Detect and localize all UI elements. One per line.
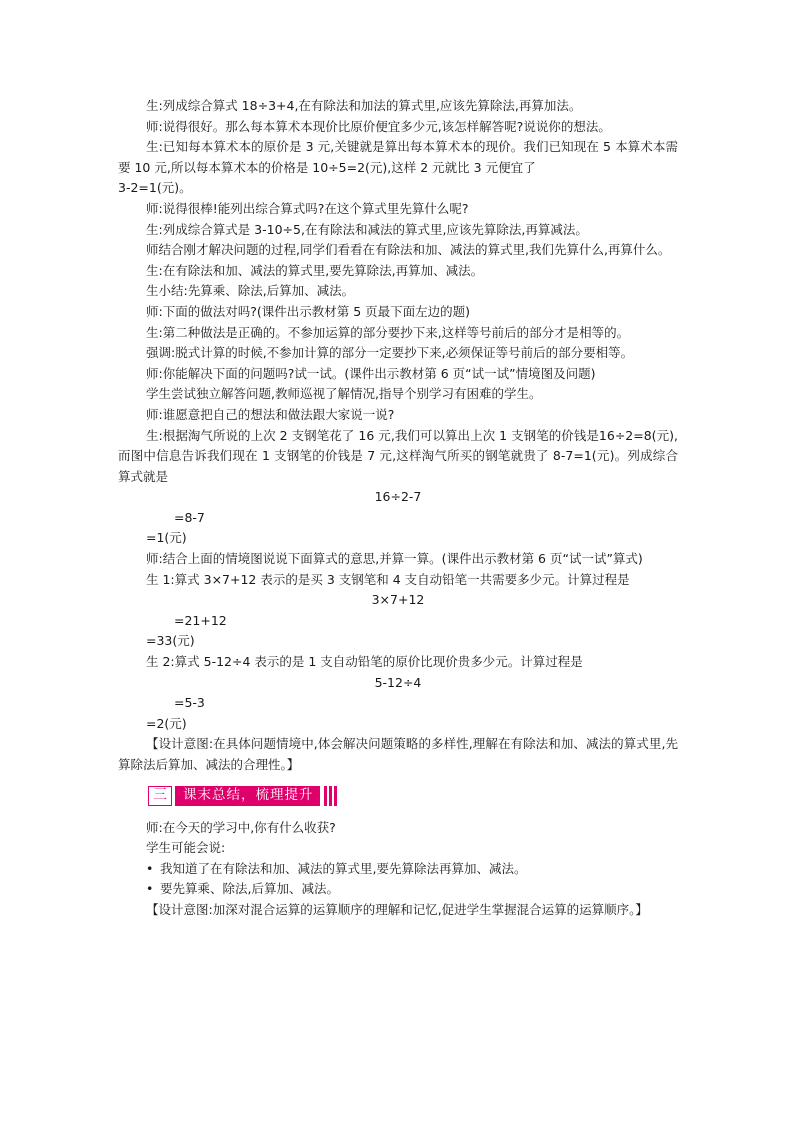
bullet-icon: •: [146, 860, 154, 876]
paragraph: 生:在有除法和加、减法的算式里,要先算除法,再算加、减法。: [146, 262, 484, 278]
calc-step: =1(元): [146, 530, 187, 546]
calc-step: =21+12: [174, 612, 227, 628]
paragraph: 强调:脱式计算的时候,不参加计算的部分一定要抄下来,必须保证等号前后的部分要相等。: [146, 345, 634, 361]
paragraph: 生:列成综合算式是 3-10÷5,在有除法和减法的算式里,应该先算除法,再算减法。: [146, 221, 588, 237]
paragraph: 生 2:算式 5-12÷4 表示的是 1 支自动铅笔的原价比现价贵多少元。计算过程是: [146, 654, 583, 670]
paragraph: 学生可能会说:: [146, 840, 226, 856]
paragraph: 生:已知每本算术本的原价是 3 元,关键就是算出每本算术本的现价。我们已知现在 5 本算术本需要 10 元,所以每本算术本的价格是 10÷5=2(元),这样 2 元就比 3 元便宜了: [118, 139, 678, 175]
calc-expression: 16÷2-7: [374, 489, 422, 505]
paragraph: 师:下面的做法对吗?(课件出示教材第 5 页最下面左边的题): [146, 303, 471, 319]
bullet-text: 我知道了在有除法和加、减法的算式里,要先算除法再算加、减法。: [160, 860, 527, 876]
section-title: 课末总结，梳理提升: [175, 786, 320, 806]
lesson-text: [118, 96, 678, 921]
calc-step: =2(元): [146, 715, 187, 731]
design-intent: 【设计意图:加深对混合运算的运算顺序的理解和记忆,促进学生掌握混合运算的运算顺序。】: [146, 901, 648, 917]
section-number: 三: [148, 786, 172, 806]
section-decoration: [322, 786, 337, 806]
section-heading: [148, 784, 678, 808]
paragraph: 生:根据淘气所说的上次 2 支钢笔花了 16 元,我们可以算出上次 1 支钢笔的价钱是16÷2=8(元),而图中信息告诉我们现在 1 支钢笔的价钱是 7 元,这样淘气所买的钢笔就贵了 8-7=1(元)。列成综合算式就是: [118, 427, 678, 484]
paragraph: 师:说得很好。那么每本算术本现价比原价便宜多少元,该怎样解答呢?说说你的想法。: [146, 118, 611, 134]
bullet-text: 要先算乘、除法,后算加、减法。: [160, 881, 339, 897]
paragraph: 生:第二种做法是正确的。不参加运算的部分要抄下来,这样等号前后的部分才是相等的。: [146, 324, 630, 340]
paragraph: 师:说得很棒!能列出综合算式吗?在这个算式里先算什么呢?: [146, 200, 469, 216]
paragraph: 生:列成综合算式 18÷3+4,在有除法和加法的算式里,应该先算除法,再算加法。: [146, 98, 582, 113]
calc-step: =5-3: [174, 695, 205, 711]
paragraph: 师:谁愿意把自己的想法和做法跟大家说一说?: [146, 406, 395, 422]
bullet-icon: •: [146, 881, 154, 897]
paragraph: 生 1:算式 3×7+12 表示的是买 3 支钢笔和 4 支自动铅笔一共需要多少元。计算过程是: [146, 571, 630, 587]
paragraph: 师:在今天的学习中,你有什么收获?: [146, 819, 336, 835]
paragraph: 生小结:先算乘、除法,后算加、减法。: [146, 283, 355, 299]
bullet-item: [118, 859, 678, 880]
bullet-item: [118, 879, 678, 900]
calc-step: =33(元): [146, 633, 195, 649]
paragraph: 3-2=1(元)。: [118, 180, 192, 196]
paragraph: 师:你能解决下面的问题吗?试一试。(课件出示教材第 6 页“试一试”情境图及问题): [146, 365, 596, 381]
design-intent: 【设计意图:在具体问题情境中,体会解决问题策略的多样性,理解在有除法和加、减法的算式里,先算除法后算加、减法的合理性。】: [118, 736, 678, 772]
calc-step: =8-7: [174, 509, 205, 525]
paragraph: 师:结合上面的情境图说说下面算式的意思,并算一算。(课件出示教材第 6 页“试一试”算式): [146, 551, 643, 567]
calc-expression: 3×7+12: [371, 592, 425, 608]
calc-expression: 5-12÷4: [374, 674, 422, 690]
paragraph: 学生尝试独立解答问题,教师巡视了解情况,指导个别学习有困难的学生。: [146, 386, 542, 402]
paragraph: 师结合刚才解决问题的过程,同学们看看在有除法和加、减法的算式里,我们先算什么,再算什么。: [146, 242, 671, 258]
